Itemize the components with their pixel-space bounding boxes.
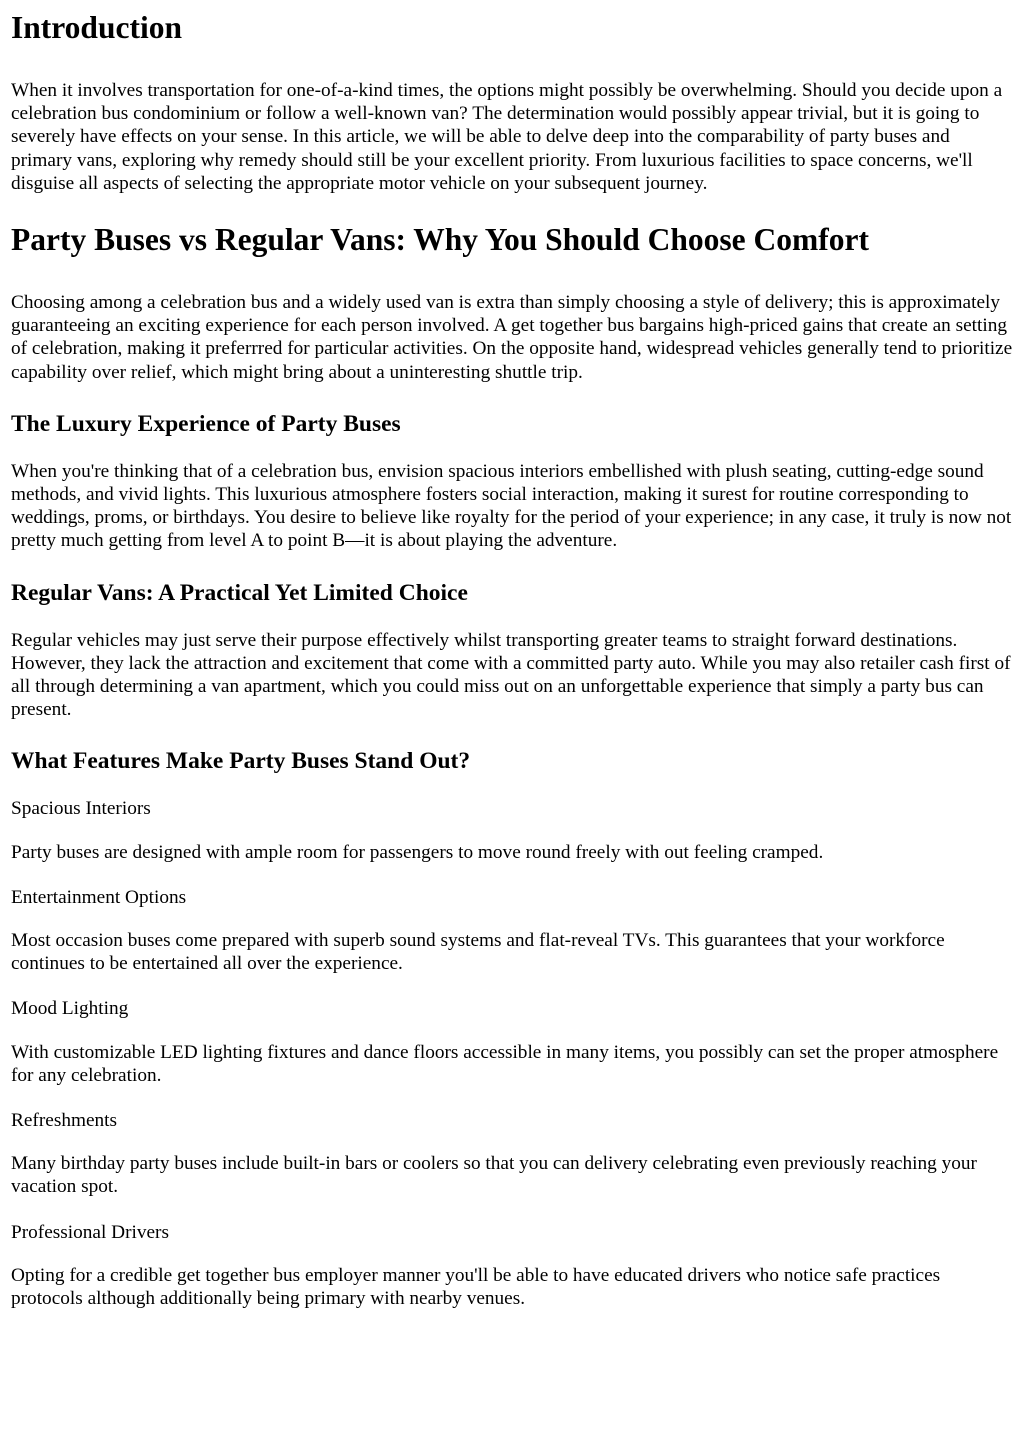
feature-title: Entertainment Options: [11, 886, 187, 908]
feature-title: Mood Lighting: [11, 998, 129, 1020]
vans-paragraph: Regular vehicles may just serve their purpose effectively whilst transporting greater teams to straight forward destinations. However, they lack the attraction and excitement that come with a committed party auto. While you may also retailer cash first of all through determining a van apartment, which you could miss out on an unforgettable experience that simply a party bus can present.: [11, 629, 1011, 721]
feature-description: Party buses are designed with ample room for passengers to move round freely with out feeling cramped.: [11, 841, 824, 863]
features-heading: What Features Make Party Buses Stand Out?: [11, 748, 471, 775]
feature-description: Most occasion buses come prepared with superb sound systems and flat-reveal TVs. This guarantees that your workforce continues to be entertained all over the experience.: [11, 930, 945, 975]
feature-title: Professional Drivers: [11, 1221, 169, 1243]
luxury-heading: The Luxury Experience of Party Buses: [11, 410, 401, 437]
intro-paragraph: When it involves transportation for one-of-a-kind times, the options might possibly be overwhelming. Should you decide upon a celebration bus condominium or follow a well-known van? The determination would possibly appear trivial, but it is going to severely have effects on your sense. In this article, we will be able to delve deep into the comparability of party buses and primary vans, exploring why remedy should still be your excellent priority. From luxurious facilities to space concerns, we'll disguise all aspects of selecting the appropriate motor vehicle on your subsequent journey.: [11, 80, 1003, 194]
feature-description: With customizable LED lighting fixtures and dance floors accessible in many items, you possibly can set the proper atmosphere for any celebration.: [11, 1041, 999, 1086]
feature-description: Opting for a credible get together bus employer manner you'll be able to have educated drivers who notice safe practices protocols although additionally being primary with nearby venues.: [11, 1264, 941, 1310]
main-heading: Party Buses vs Regular Vans: Why You Should Choose Comfort: [11, 222, 869, 258]
main-paragraph: Choosing among a celebration bus and a widely used van is extra than simply choosing a style of delivery; this is approximately guaranteeing an exciting experience for each person involved. A get together bus bargains high-priced gains that create an setting of celebration, making it preferrred for particular activities. On the opposite hand, widespread vehicles generally tend to prioritize capability over relief, which might bring about a uninteresting shuttle trip.: [11, 292, 1013, 383]
article: [0, 10, 1024, 1310]
intro-heading: Introduction: [11, 10, 182, 45]
luxury-paragraph: When you're thinking that of a celebration bus, envision spacious interiors embellished with plush seating, cutting-edge sound methods, and vivid lights. This luxurious atmosphere fosters social interaction, making it surest for routine corresponding to weddings, proms, or birthdays. You desire to believe like royalty for the period of your experience; in any case, it truly is now not pretty much getting from level A to point B—it is about playing the adventure.: [11, 460, 1012, 552]
feature-description: Many birthday party buses include built-in bars or coolers so that you can delivery celebrating even previously reaching your vacation spot.: [11, 1153, 977, 1198]
feature-title: Refreshments: [11, 1110, 118, 1132]
features-list: [11, 797, 1014, 1310]
feature-title: Spacious Interiors: [11, 798, 151, 820]
vans-heading: Regular Vans: A Practical Yet Limited Choice: [11, 579, 468, 606]
